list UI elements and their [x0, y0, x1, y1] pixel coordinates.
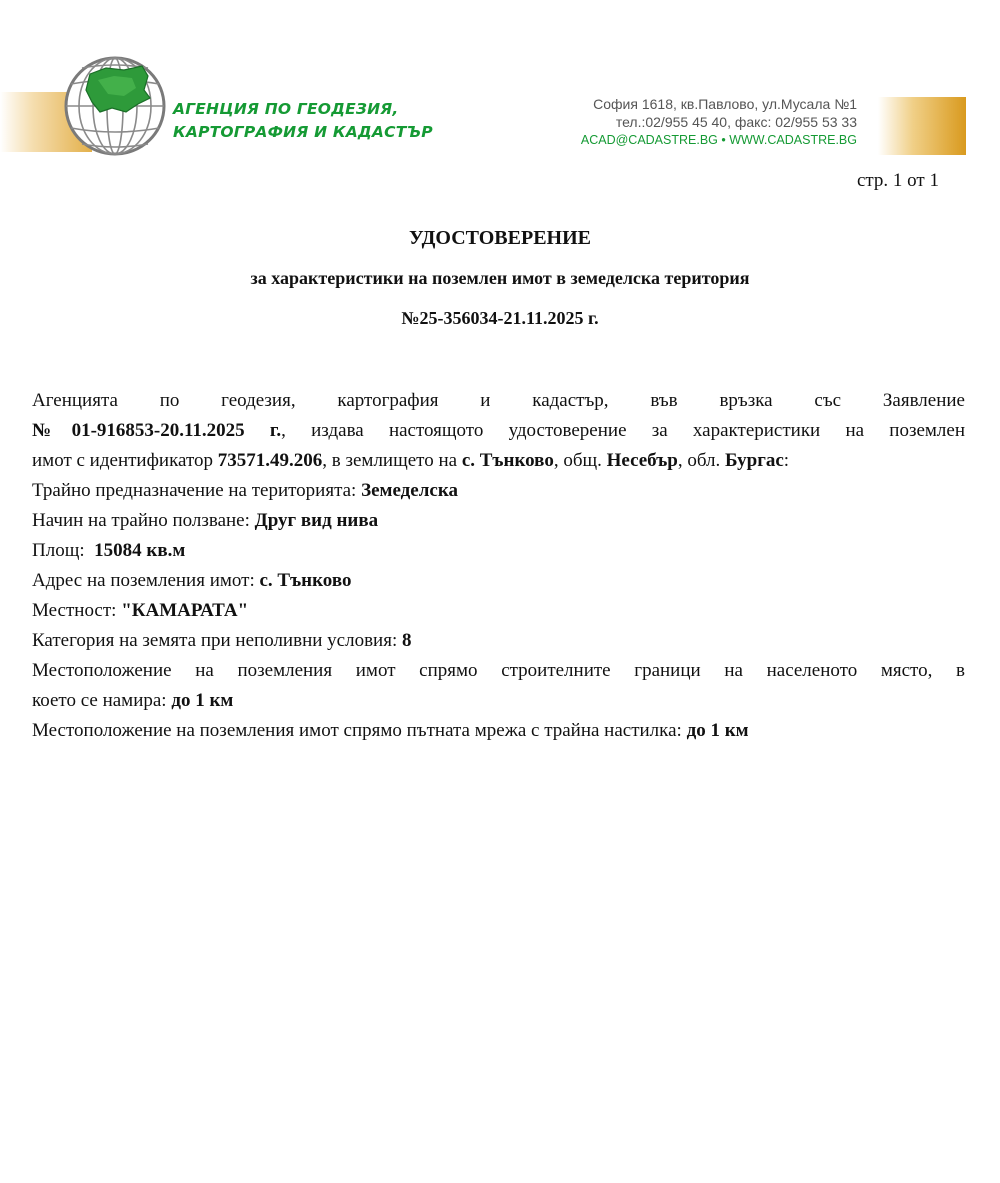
field-usage: Начин на трайно ползване: Друг вид нива: [32, 510, 379, 531]
document-number: №25-356034-21.11.2025 г.: [401, 308, 599, 328]
intro-line-3: имот с идентификатор 73571.49.206, в землището на с. Тънково, общ. Несебър, обл. Бургас:: [32, 450, 790, 471]
field-location-road: Местоположение на поземления имот спрямо пътната мрежа с трайна настилка: до 1 км: [32, 720, 749, 741]
document-body: [32, 386, 965, 746]
document-subtitle: за характеристики на поземлен имот в земеделска територия: [250, 268, 750, 288]
agency-globe-logo-icon: [62, 54, 168, 158]
property-identifier: 73571.49.206: [217, 450, 323, 471]
field-location-settlement-line-2: което се намира: до 1 км: [32, 690, 234, 711]
application-number: №01-916853-20.11.2025 г.: [32, 420, 282, 441]
field-category: Категория на земята при неполивни условия: 8: [32, 630, 412, 651]
field-locality: Местност: "КАМАРАТА": [32, 600, 249, 621]
agency-name: [173, 98, 493, 144]
agency-name-line-2: КАРТОГРАФИЯ И КАДАСТЪР: [173, 123, 433, 141]
agency-email-website: ACAD@CADASTRE.BG • WWW.CADASTRE.BG: [580, 133, 857, 147]
intro-line-1: Агенцията по геодезия, картография и кадастър, във връзка със Заявление: [32, 390, 965, 411]
document-title: УДОСТОВЕРЕНИЕ: [409, 227, 591, 249]
field-location-settlement-line-1: Местоположение на поземления имот спрямо строителните граници на населеното място, в: [32, 660, 965, 681]
page-number: стр. 1 от 1: [856, 170, 939, 191]
agency-contact-block: [581, 95, 857, 149]
intro-line-2: №01-916853-20.11.2025 г., издава настоящото удостоверение за характеристики на поземлен: [32, 420, 965, 441]
region-name: Бургас: [725, 450, 784, 471]
village-name: с. Тънково: [461, 450, 554, 471]
field-area: Площ: 15084 кв.м: [32, 540, 186, 561]
agency-phone-fax: тел.:02/955 45 40, факс: 02/955 53 33: [615, 114, 857, 130]
field-address: Адрес на поземления имот: с. Тънково: [32, 570, 352, 591]
header-gold-band-right: [878, 97, 966, 155]
field-purpose: Трайно предназначение на територията: Земеделска: [32, 480, 458, 501]
municipality-name: Несебър: [606, 450, 678, 471]
agency-address: София 1618, кв.Павлово, ул.Мусала №1: [593, 96, 857, 112]
agency-name-line-1: АГЕНЦИЯ ПО ГЕОДЕЗИЯ,: [173, 100, 399, 118]
